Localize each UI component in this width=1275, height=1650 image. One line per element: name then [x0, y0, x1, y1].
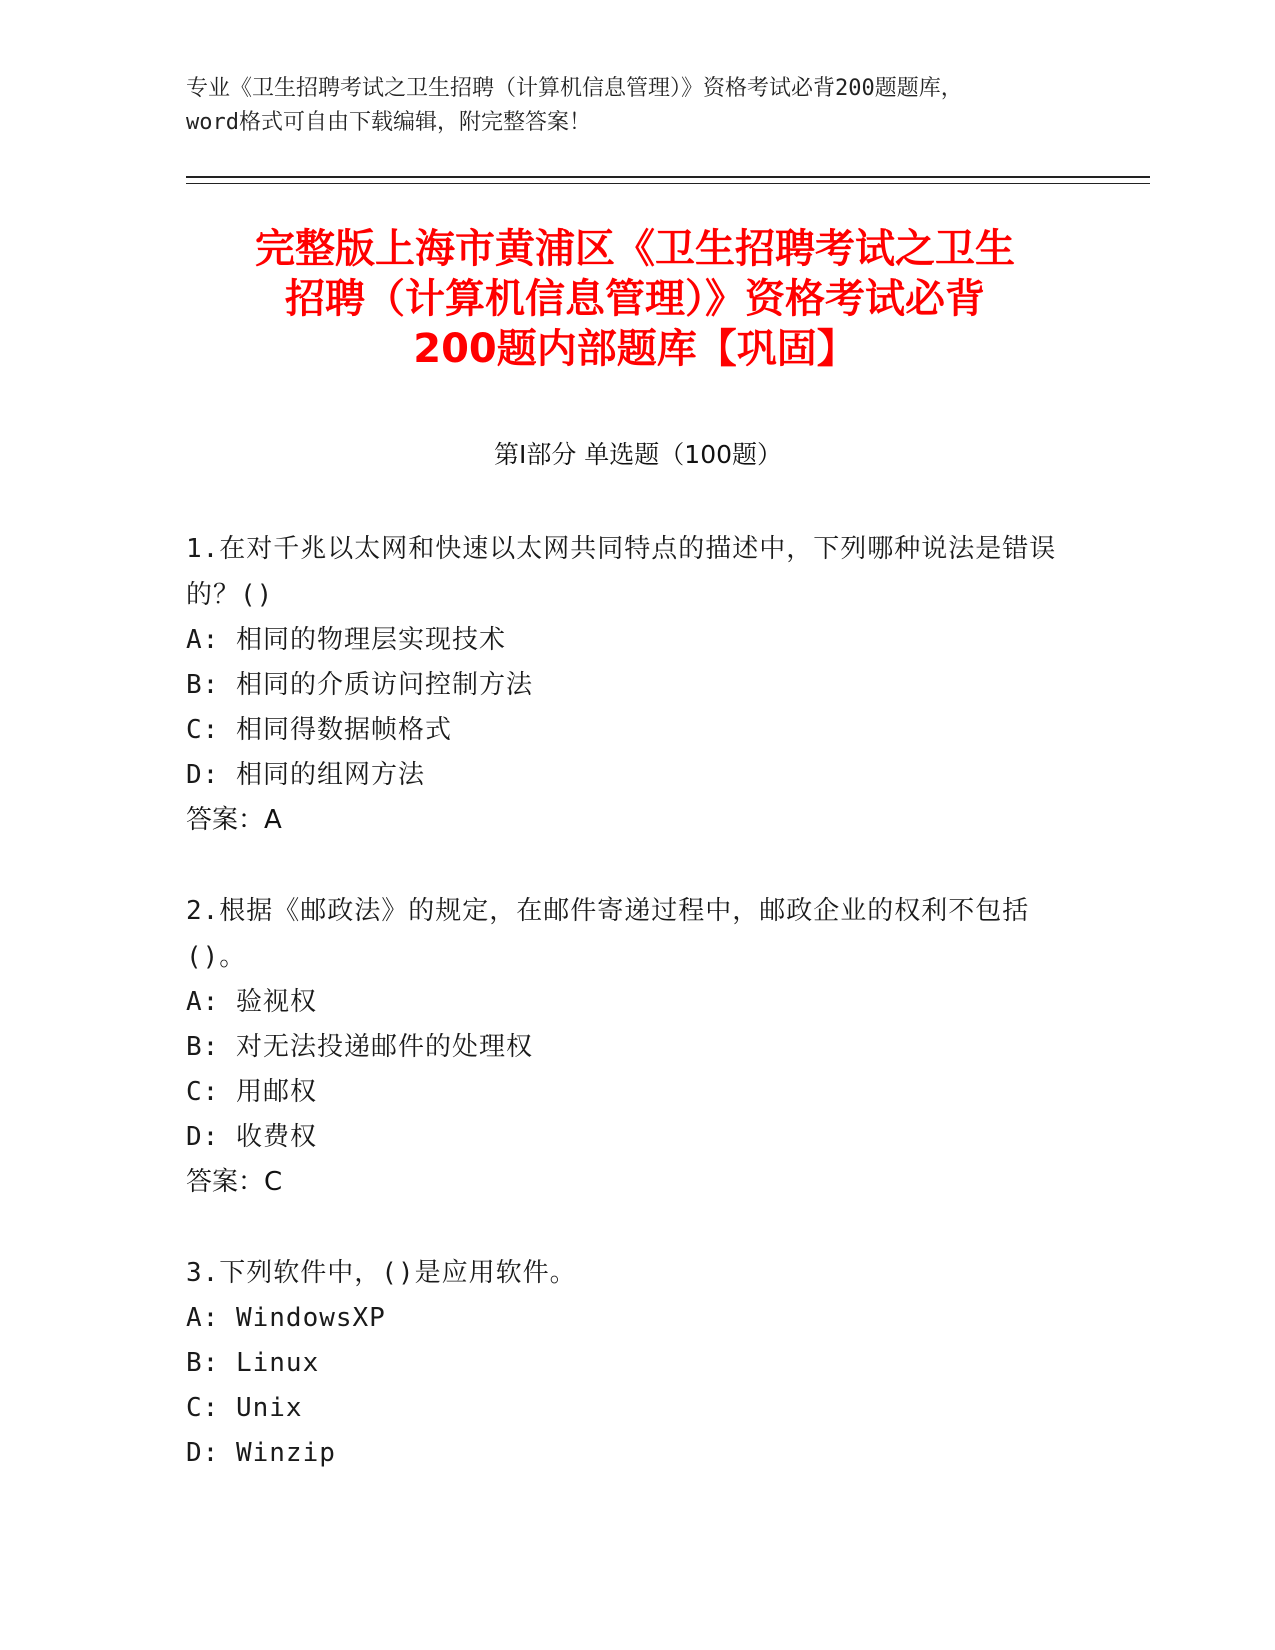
document-title-line3: 200题内部题库【巩固】	[413, 326, 857, 372]
question-stem: 1.在对千兆以太网和快速以太网共同特点的描述中，下列哪种说法是错误的？()	[186, 534, 1057, 610]
header-divider-thin	[186, 183, 1150, 184]
question-2	[186, 888, 1066, 1205]
question-3	[186, 1250, 1066, 1476]
header-note-line2: word格式可自由下载编辑，附完整答案！	[186, 110, 591, 135]
option-d: D: 相同的组网方法	[186, 760, 425, 790]
answer-label: 答案：C	[186, 1167, 283, 1197]
option-a: A: 相同的物理层实现技术	[186, 625, 506, 655]
option-b: B: Linux	[186, 1348, 320, 1378]
header-note-line1: 专业《卫生招聘考试之卫生招聘（计算机信息管理）》资格考试必背200题题库，	[186, 76, 963, 101]
question-list	[186, 526, 1066, 1521]
option-d: D: Winzip	[186, 1438, 336, 1468]
header-note	[186, 72, 1086, 140]
option-c: C: 相同得数据帧格式	[186, 715, 452, 745]
question-1	[186, 526, 1066, 843]
section-heading: 第Ⅰ部分 单选题（100题）	[493, 440, 783, 469]
option-c: C: Unix	[186, 1393, 303, 1423]
option-b: B: 对无法投递邮件的处理权	[186, 1032, 533, 1062]
document-title-line1: 完整版上海市黄浦区《卫生招聘考试之卫生	[255, 226, 1015, 272]
document-title	[170, 224, 1100, 374]
question-stem: 2.根据《邮政法》的规定，在邮件寄递过程中，邮政企业的权利不包括()。	[186, 896, 1030, 972]
option-a: A: 验视权	[186, 987, 317, 1017]
answer-label: 答案：A	[186, 805, 282, 835]
option-a: A: WindowsXP	[186, 1303, 386, 1333]
option-c: C: 用邮权	[186, 1077, 317, 1107]
header-divider-thick	[186, 176, 1150, 178]
question-stem: 3.下列软件中，()是应用软件。	[186, 1258, 577, 1288]
option-d: D: 收费权	[186, 1122, 317, 1152]
document-title-line2: 招聘（计算机信息管理）》资格考试必背	[285, 276, 985, 322]
option-b: B: 相同的介质访问控制方法	[186, 670, 533, 700]
